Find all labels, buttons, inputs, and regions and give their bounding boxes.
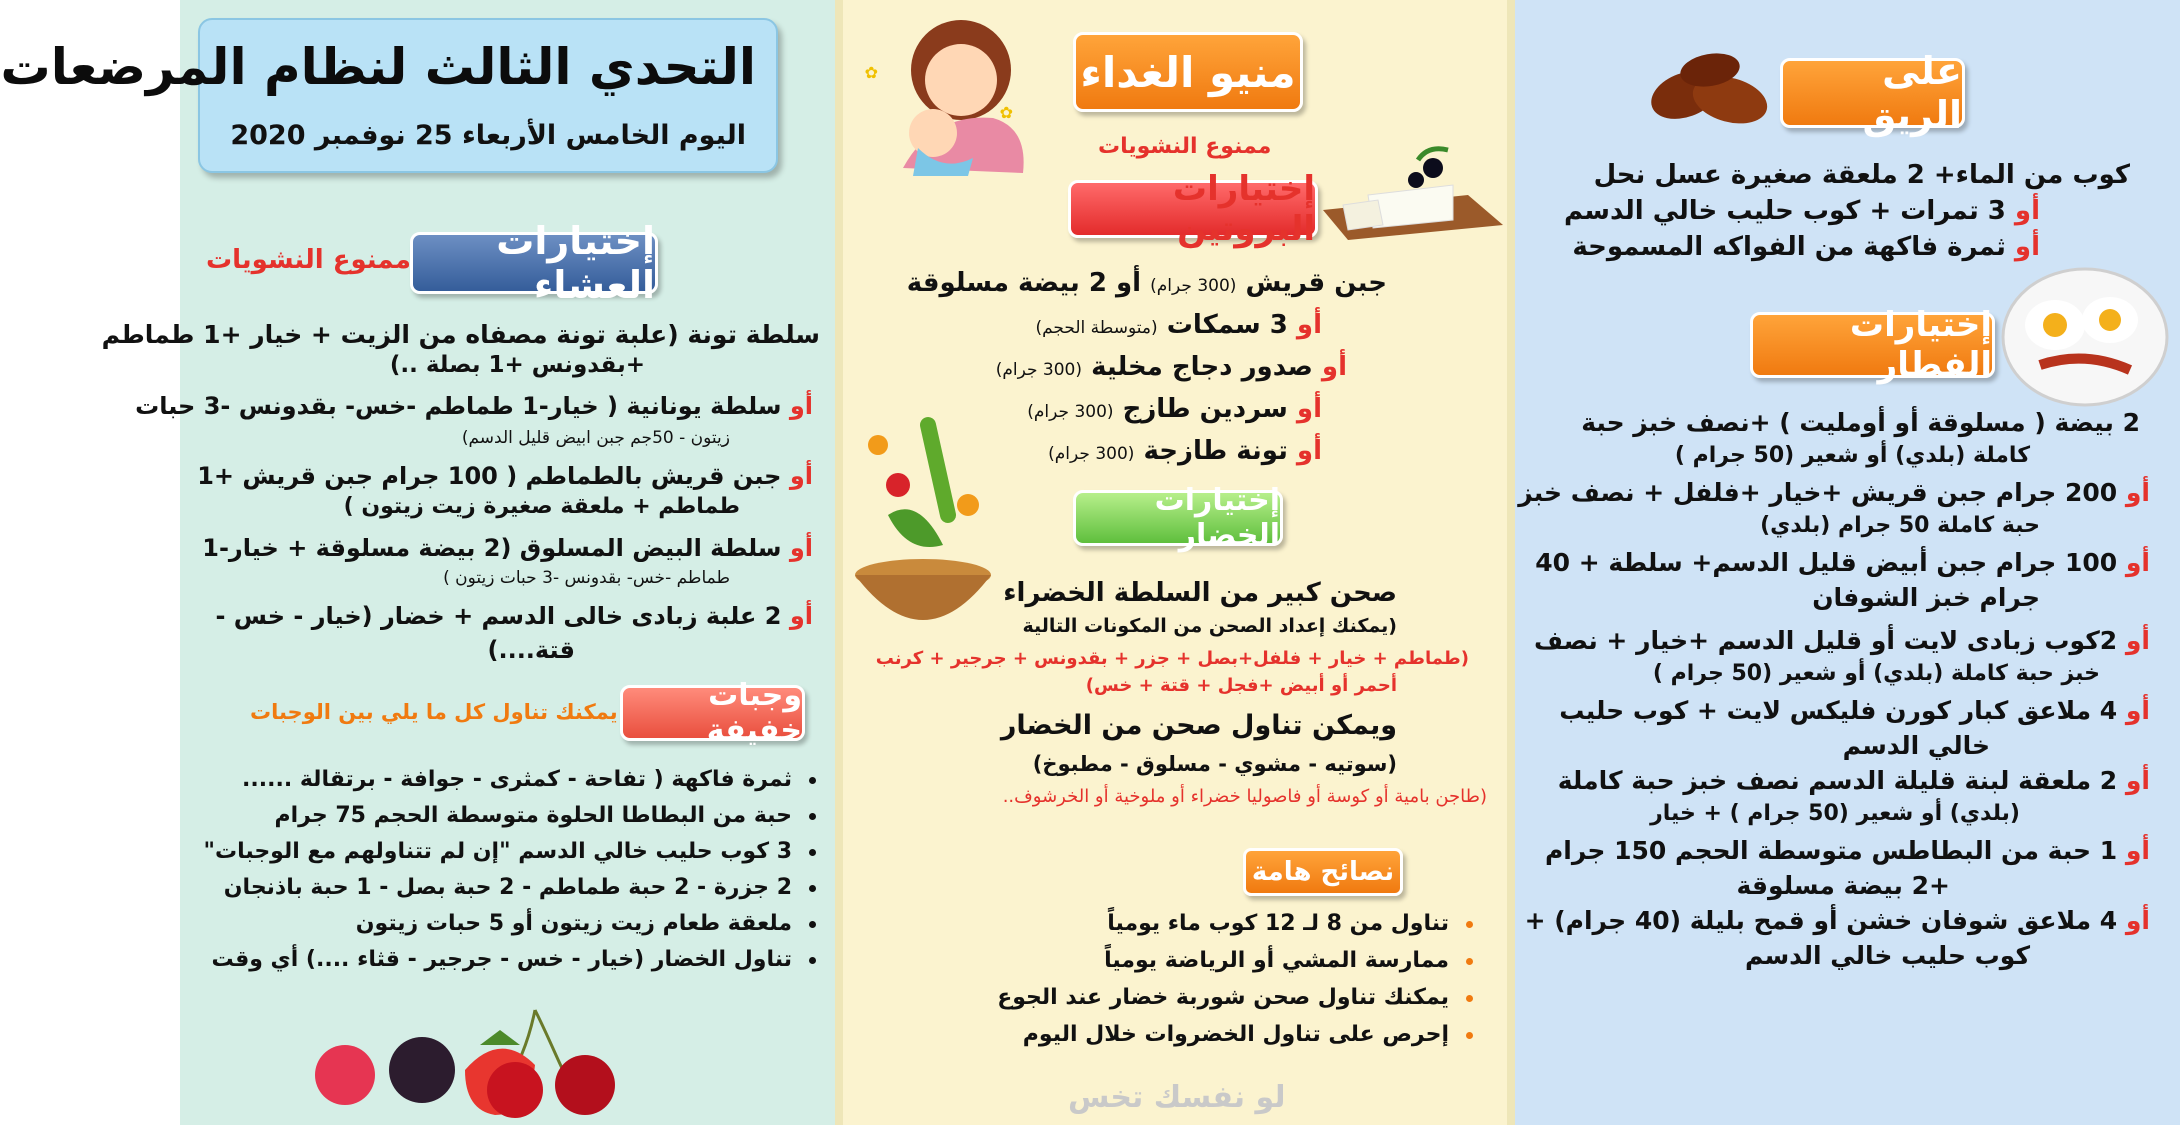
protein-badge: إختيارات البروتين xyxy=(1068,180,1318,238)
page-title: التحدي الثالث لنظام المرضعات xyxy=(0,38,756,96)
breakfast-item-3-line2: جرام خبز الشوفان xyxy=(1812,583,2040,612)
list-item: تناول الخضار (خيار - خس - جرجير - قثاء ....) أي وقت xyxy=(204,942,820,978)
fasting-line-2: أو 3 تمرات + كوب حليب خالي الدسم xyxy=(1564,196,2040,226)
list-item: يمكنك تناول صحن شوربة خضار عند الجوع xyxy=(997,979,1477,1016)
list-item: إحرص على تناول الخضروات خلال اليوم xyxy=(997,1016,1477,1053)
list-item: 2 جزرة - 2 حبة طماطم - 2 حبة بصل - 1 حبة باذنجان xyxy=(204,870,820,906)
protein-item-5: أو تونة طازجة (300 جرام) xyxy=(1048,436,1322,466)
list-item: ممارسة المشي أو الرياضة يومياً xyxy=(997,942,1477,979)
berries-illustration xyxy=(305,990,635,1120)
dinner-item-1-line2: +بقدونس +1 بصلة ..) xyxy=(389,352,645,378)
breakfast-item-1-line1: 2 بيضة ( مسلوقة أو أومليت ) +نصف خبز حبة xyxy=(1581,408,2140,437)
dinner-item-2-line1: أو سلطة يونانية ( خيار-1 طماطم -خس- بقدونس -3 حبات xyxy=(135,392,813,420)
dinner-badge: إختيارات العشاء xyxy=(410,232,658,294)
dinner-item-5-line1: أو 2 علبة زبادى خالى الدسم + خضار (خيار - خس - xyxy=(215,602,813,630)
breakfast-item-8-line2: كوب حليب خالي الدسم xyxy=(1744,941,2030,970)
breakfast-item-6-line2: (بلدي) أو شعير (50 جرام ) + خيار xyxy=(1650,801,2020,826)
list-item: ثمرة فاكهة ( تفاحة - كمثرى - جوافة - برتقالة ...... xyxy=(204,762,820,798)
footer-watermark: لو نفسك تخس xyxy=(1068,1080,1286,1115)
breakfast-item-3-line1: أو 100 جرام جبن أبيض قليل الدسم+ سلطة + 40 xyxy=(1535,548,2150,577)
breakfast-item-2-line1: أو 200 جرام جبن قريش +خيار +فلفل + نصف خبز xyxy=(1518,478,2150,507)
veg-line-7: (طاجن بامية أو كوسة أو فاصوليا خضراء أو ملوخية أو الخرشوف.. xyxy=(1002,786,1487,807)
lunch-badge: منيو الغداء xyxy=(1073,32,1303,112)
dinner-note: ممنوع النشويات xyxy=(206,245,411,275)
breakfast-item-7-line1: أو 1 حبة من البطاطس متوسطة الحجم 150 جرام xyxy=(1544,836,2150,865)
lunch-column xyxy=(835,0,1515,1125)
breakfast-item-8-line1: أو 4 ملاعق شوفان خشن أو قمح بليلة (40 جرام) + xyxy=(1524,906,2150,935)
veg-line-5: ويمكن تناول صحن من الخضار xyxy=(1000,710,1397,741)
snacks-list xyxy=(204,762,820,978)
dinner-item-3-line1: أو جبن قريش بالطماطم ( 100 جرام جبن قريش +1 xyxy=(197,462,813,490)
breakfast-item-5-line2: خالي الدسم xyxy=(1842,731,1990,760)
breakfast-item-4-line2: خبز حبة كاملة (بلدي) أو شعير (50 جرام ) xyxy=(1652,661,2100,686)
breakfast-plate-illustration xyxy=(2000,265,2170,410)
breakfast-badge: إختيارات الفطار xyxy=(1750,312,1995,378)
fasting-badge: على الريق xyxy=(1780,58,1965,128)
salad-bowl-illustration xyxy=(848,405,998,635)
dinner-item-1-line1: سلطة تونة (علبة تونة مصفاه من الزيت + خيار +1 طماطم xyxy=(101,320,820,349)
list-item: تناول من 8 لـ 12 كوب ماء يومياً xyxy=(997,905,1477,942)
veg-line-1: صحن كبير من السلطة الخضراء xyxy=(1003,578,1397,608)
breakfast-item-2-line2: حبة كاملة 50 جرام (بلدي) xyxy=(1760,513,2040,538)
veg-line-2: (يمكنك إعداد الصحن من المكونات التالية xyxy=(1022,615,1397,637)
protein-item-4: أو سردين طازج (300 جرام) xyxy=(1027,394,1322,424)
veg-line-4: أحمر أو أبيض +فجل + قتة + خس) xyxy=(1085,675,1397,696)
veg-line-6: (سوتيه - مشوي - مسلوق - مطبوخ) xyxy=(1032,752,1397,776)
snacks-badge: وجبات خفيفة xyxy=(620,685,805,741)
vegetables-badge: إختيارات الخضار xyxy=(1073,490,1283,546)
dinner-item-3-line2: طماطم + ملعقة صغيرة زيت زيتون ) xyxy=(343,494,740,519)
tips-badge: نصائح هامة xyxy=(1243,848,1403,896)
protein-item-2: أو 3 سمكات (متوسطة الحجم) xyxy=(1035,310,1322,340)
mother-baby-illustration xyxy=(864,8,1033,178)
dinner-item-4-line2: طماطم -خس- بقدونس -3 حبات زيتون ) xyxy=(443,568,730,588)
breakfast-item-4-line1: أو 2كوب زبادى لايت أو قليل الدسم +خيار + نصف xyxy=(1533,626,2150,655)
title-box xyxy=(0,18,778,173)
breakfast-item-5-line1: أو 4 ملاعق كبار كورن فليكس لايت + كوب حليب xyxy=(1559,696,2150,725)
breakfast-item-6-line1: أو 2 ملعقة لبنة قليلة الدسم نصف خبز حبة كاملة xyxy=(1557,766,2150,795)
list-item: ملعقة طعام زيت زيتون أو 5 حبات زيتون xyxy=(204,906,820,942)
dinner-item-4-line1: أو سلطة البيض المسلوق (2 بيضة مسلوقة + خيار-1 xyxy=(202,534,813,562)
page-subtitle: اليوم الخامس الأربعاء 25 نوفمبر 2020 xyxy=(230,120,746,151)
fasting-line-3: أو ثمرة فاكهة من الفواكه المسموحة xyxy=(1572,232,2040,262)
protein-item-1: جبن قريش (300 جرام) أو 2 بيضة مسلوقة xyxy=(906,268,1387,298)
fasting-line-1: كوب من الماء+ 2 ملعقة صغيرة عسل نحل xyxy=(1593,160,2130,190)
tips-list xyxy=(997,905,1477,1053)
dinner-item-5-line2: قتة....) xyxy=(487,636,575,664)
snacks-note: يمكنك تناول كل ما يلي بين الوجبات xyxy=(250,700,618,724)
dates-illustration xyxy=(1640,40,1780,140)
veg-line-3: (طماطم + خيار + فلفل+بصل + جزر + بقدونس + جرجير + كرنب xyxy=(875,648,1469,669)
protein-item-3: أو صدور دجاج مخلية (300 جرام) xyxy=(995,352,1347,382)
svg-text:✿: ✿ xyxy=(864,63,878,82)
breakfast-column xyxy=(1515,0,2180,1125)
lunch-note: ممنوع النشويات xyxy=(1098,134,1272,159)
dinner-column xyxy=(0,0,835,1125)
cheese-board-illustration xyxy=(1318,140,1508,250)
breakfast-item-1-line2: كاملة (بلدي) أو شعير (50 جرام ) xyxy=(1674,443,2030,468)
svg-text:✿: ✿ xyxy=(999,103,1013,122)
breakfast-item-7-line2: +2 بيضة مسلوقة xyxy=(1736,871,1950,900)
list-item: حبة من البطاطا الحلوة متوسطة الحجم 75 جرام xyxy=(204,798,820,834)
dinner-item-2-line2: زيتون - 50جم جبن ابيض قليل الدسم) xyxy=(461,428,730,448)
list-item: 3 كوب حليب خالي الدسم "إن لم تتناولهم مع الوجبات" xyxy=(204,834,820,870)
